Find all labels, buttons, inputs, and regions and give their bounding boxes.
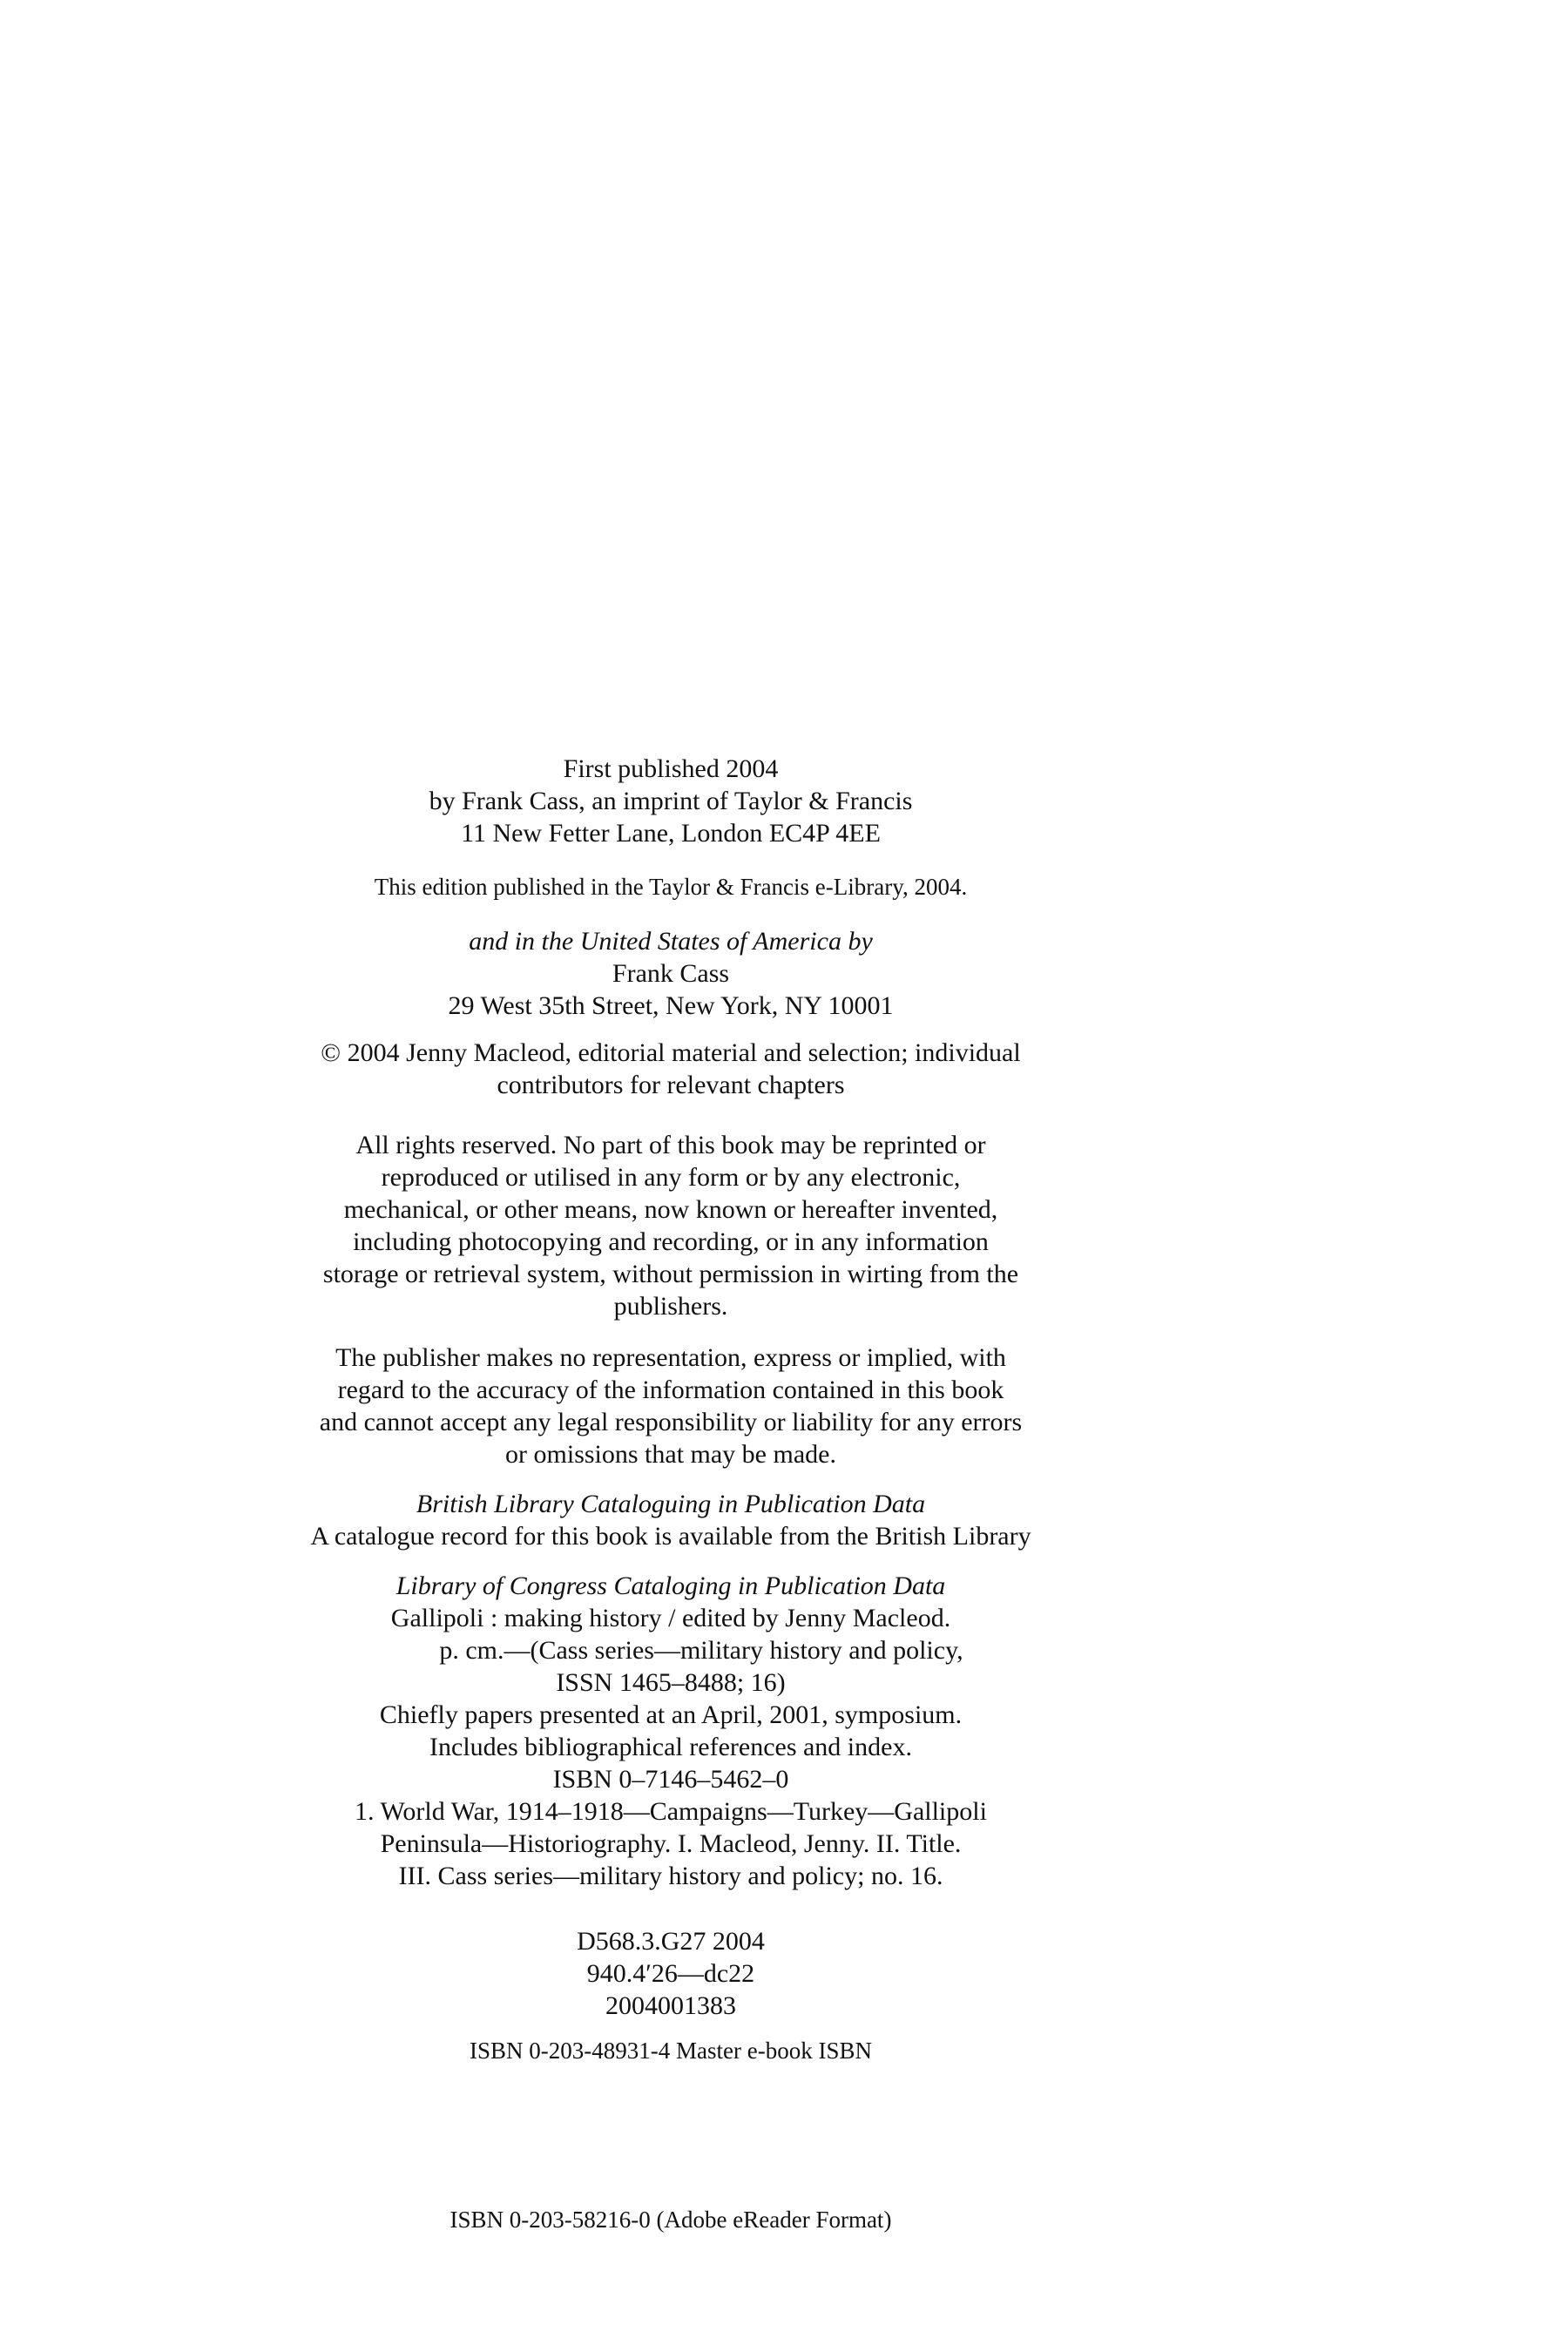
lc-cip-heading: Library of Congress Cataloging in Publication Data (395, 1571, 946, 1600)
copyright-line: contributors for relevant chapters (497, 1071, 845, 1099)
lc-cip-line: Gallipoli : making history / edited by Jenny Macleod. (390, 1604, 951, 1632)
isbn-adobe (200, 2204, 1141, 2236)
us-imprint-line: 29 West 35th Street, New York, NY 10001 (448, 991, 894, 1020)
rights-line: publishers. (613, 1292, 728, 1321)
us-imprint-heading: and in the United States of America by (469, 927, 873, 956)
disclaimer-line: and cannot accept any legal responsibility or liability for any errors (319, 1408, 1023, 1436)
ebook-edition-line: This edition published in the Taylor & Francis e-Library, 2004. (374, 874, 968, 900)
isbn-adobe-line: ISBN 0-203-58216-0 (Adobe eReader Format) (449, 2207, 892, 2233)
lc-cip-line: III. Cass series—military history and policy; no. 16. (398, 1862, 943, 1890)
classification-line: D568.3.G27 2004 (577, 1927, 765, 1956)
disclaimer-block (200, 1342, 1141, 1470)
rights-line: reproduced or utilised in any form or by any electronic, (381, 1163, 961, 1192)
imprint-line: 11 New Fetter Lane, London EC4P 4EE (461, 819, 881, 848)
copyright-block (200, 1037, 1141, 1101)
lc-cip-line: Chiefly papers presented at an April, 2001, symposium. (379, 1700, 963, 1729)
rights-block (200, 1129, 1141, 1322)
lc-cip-line: p. cm.—(Cass series—military history and policy, (439, 1636, 963, 1665)
bl-cip-text: A catalogue record for this book is available from the British Library (310, 1522, 1031, 1551)
us-imprint-line: Frank Cass (612, 959, 730, 988)
classification-line: 2004001383 (605, 1991, 736, 2020)
rights-line: storage or retrieval system, without permission in wirting from the (322, 1260, 1019, 1288)
rights-line: All rights reserved. No part of this book may be reprinted or (355, 1131, 986, 1159)
bl-cip-block (200, 1488, 1141, 1552)
bl-cip-heading: British Library Cataloguing in Publication Data (416, 1490, 926, 1518)
rights-line: including photocopying and recording, or in any information (353, 1227, 989, 1256)
isbn-master (200, 2035, 1141, 2067)
us-imprint-block (200, 925, 1141, 1022)
lc-cip-block (200, 1570, 1141, 1892)
copyright-line: © 2004 Jenny Macleod, editorial material and selection; individual (321, 1038, 1021, 1067)
lc-cip-line: ISSN 1465–8488; 16) (556, 1668, 786, 1697)
imprint-line: by Frank Cass, an imprint of Taylor & Francis (429, 787, 913, 815)
classification-line: 940.4′26—dc22 (586, 1959, 755, 1988)
imprint-block (200, 753, 1141, 849)
lc-cip-line: Peninsula—Historiography. I. Macleod, Jenny. II. Title. (380, 1829, 962, 1858)
lc-cip-line: Includes bibliographical references and index. (429, 1733, 912, 1761)
lc-cip-line: 1. World War, 1914–1918—Campaigns—Turkey—Gallipoli (355, 1797, 987, 1826)
classification-block (200, 1925, 1141, 2022)
imprint-line: First published 2004 (563, 754, 779, 783)
rights-line: mechanical, or other means, now known or hereafter invented, (343, 1195, 998, 1224)
disclaimer-line: The publisher makes no representation, express or implied, with (335, 1343, 1006, 1372)
disclaimer-line: or omissions that may be made. (505, 1440, 836, 1469)
disclaimer-line: regard to the accuracy of the information contained in this book (337, 1375, 1004, 1404)
isbn-master-line: ISBN 0-203-48931-4 Master e-book ISBN (470, 2038, 872, 2064)
ebook-edition-note (200, 871, 1141, 903)
lc-cip-line: ISBN 0–7146–5462–0 (552, 1765, 789, 1794)
